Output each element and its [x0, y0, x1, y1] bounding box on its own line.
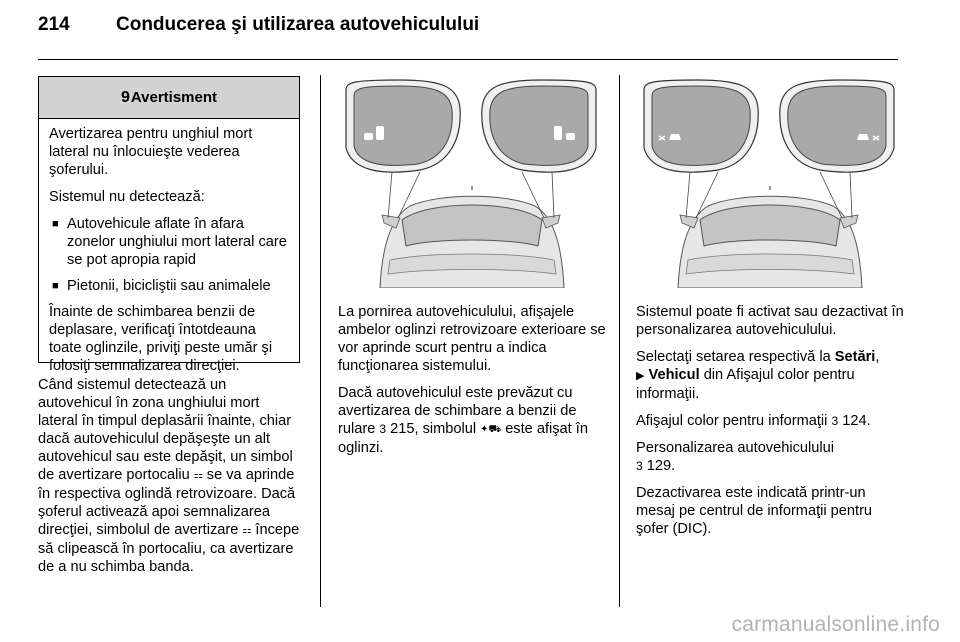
side-blind-spot-warning-icon: ⚏	[193, 470, 203, 481]
paragraph: Afişajul color pentru informaţii 3 124.	[636, 413, 871, 429]
page-number: 214	[38, 14, 70, 35]
bullet-icon: ■	[52, 218, 59, 230]
warning-box	[38, 76, 300, 374]
mirror-illustration-blind-spot	[340, 78, 602, 288]
left-mirror	[644, 80, 758, 172]
side-blind-spot-warning-icon: ⚏	[242, 525, 252, 536]
header-rule	[38, 59, 898, 60]
page-title: Conducerea şi utilizarea autovehiculului	[116, 14, 480, 35]
warning-header	[39, 77, 299, 119]
page-header	[38, 14, 479, 36]
paragraph: Personalizarea autovehiculului 3 129.	[636, 440, 834, 474]
paragraph: Selectaţi setarea respectivă la Setări, ▶ Vehicul din Afişajul color pentru informaţii.	[636, 349, 880, 402]
column-divider-1	[320, 75, 321, 607]
warning-paragraph-1: Avertizarea pentru unghiul mort lateral nu înlocuieşte vederea şoferului.	[49, 126, 253, 178]
column-3-text	[636, 303, 904, 547]
paragraph: Dacă autovehiculul este prevăzut cu avertizarea de schimbare a benzii de rulare 3 215, simbolul ✦⛟ este afişat în oglinzi.	[338, 385, 588, 456]
page-reference-icon: 3	[831, 414, 839, 428]
warning-paragraph-3: Înainte de schimbarea benzii de deplasare, verificaţi întotdeauna toate oglinzile, priviţi peste umăr şi folosiţi semnalizarea direcţiei.	[49, 304, 273, 374]
menu-setari: Setări	[834, 349, 876, 365]
submenu-arrow-icon: ▶	[636, 370, 645, 382]
warning-list	[49, 215, 289, 295]
column-2-text	[338, 303, 606, 466]
paragraph: Sistemul poate fi activat sau dezactivat în personalizarea autovehiculului.	[636, 304, 904, 338]
right-mirror	[482, 80, 596, 172]
bullet-icon: ■	[52, 280, 59, 292]
warning-triangle-icon: 9	[120, 88, 130, 106]
right-mirror	[780, 80, 894, 172]
mirror-illustration-lane-change	[638, 78, 900, 288]
left-mirror	[346, 80, 460, 172]
warning-paragraph-2: Sistemul nu detectează:	[49, 189, 205, 205]
menu-vehicul: Vehicul	[648, 367, 700, 383]
paragraph: La pornirea autovehiculului, afişajele ambelor oglinzi retrovizoare exterioare se vor aprinde scurt pentru a indica funcţionarea sistemului.	[338, 304, 606, 374]
paragraph: Dezactivarea este indicată printr-un mesaj pe centrul de informaţii pentru şofer (DIC).	[636, 485, 873, 537]
page-reference-icon: 3	[636, 459, 643, 473]
page-reference-icon: 3	[379, 422, 387, 436]
list-item: ■ Autovehicule aflate în afara zonelor unghiului mort lateral care se pot apropia rapid	[52, 216, 287, 268]
paragraph: Când sistemul detectează un autovehicul în zona unghiului mort lateral în timpul deplasării înainte, chiar dacă autovehiculul depăşeşte un alt autovehicul sau este depăşit, un simbol de avertizare portocaliu ⚏ se va aprinde în respectiva oglindă retrovizoare. Dacă şoferul activează apoi semnalizarea direcţiei, simbolul de avertizare ⚏ începe să clipească în portocaliu, ca avertizare de a nu schimba banda.	[38, 377, 300, 575]
column-1-text	[38, 376, 300, 585]
lane-change-warning-icon: ✦⛟	[480, 424, 502, 435]
warning-title: Avertisment	[130, 88, 218, 106]
column-divider-2	[619, 75, 620, 607]
list-item: ■ Pietonii, bicicliştii sau animalele	[52, 278, 271, 294]
watermark: carmanualsonline.info	[731, 613, 940, 636]
